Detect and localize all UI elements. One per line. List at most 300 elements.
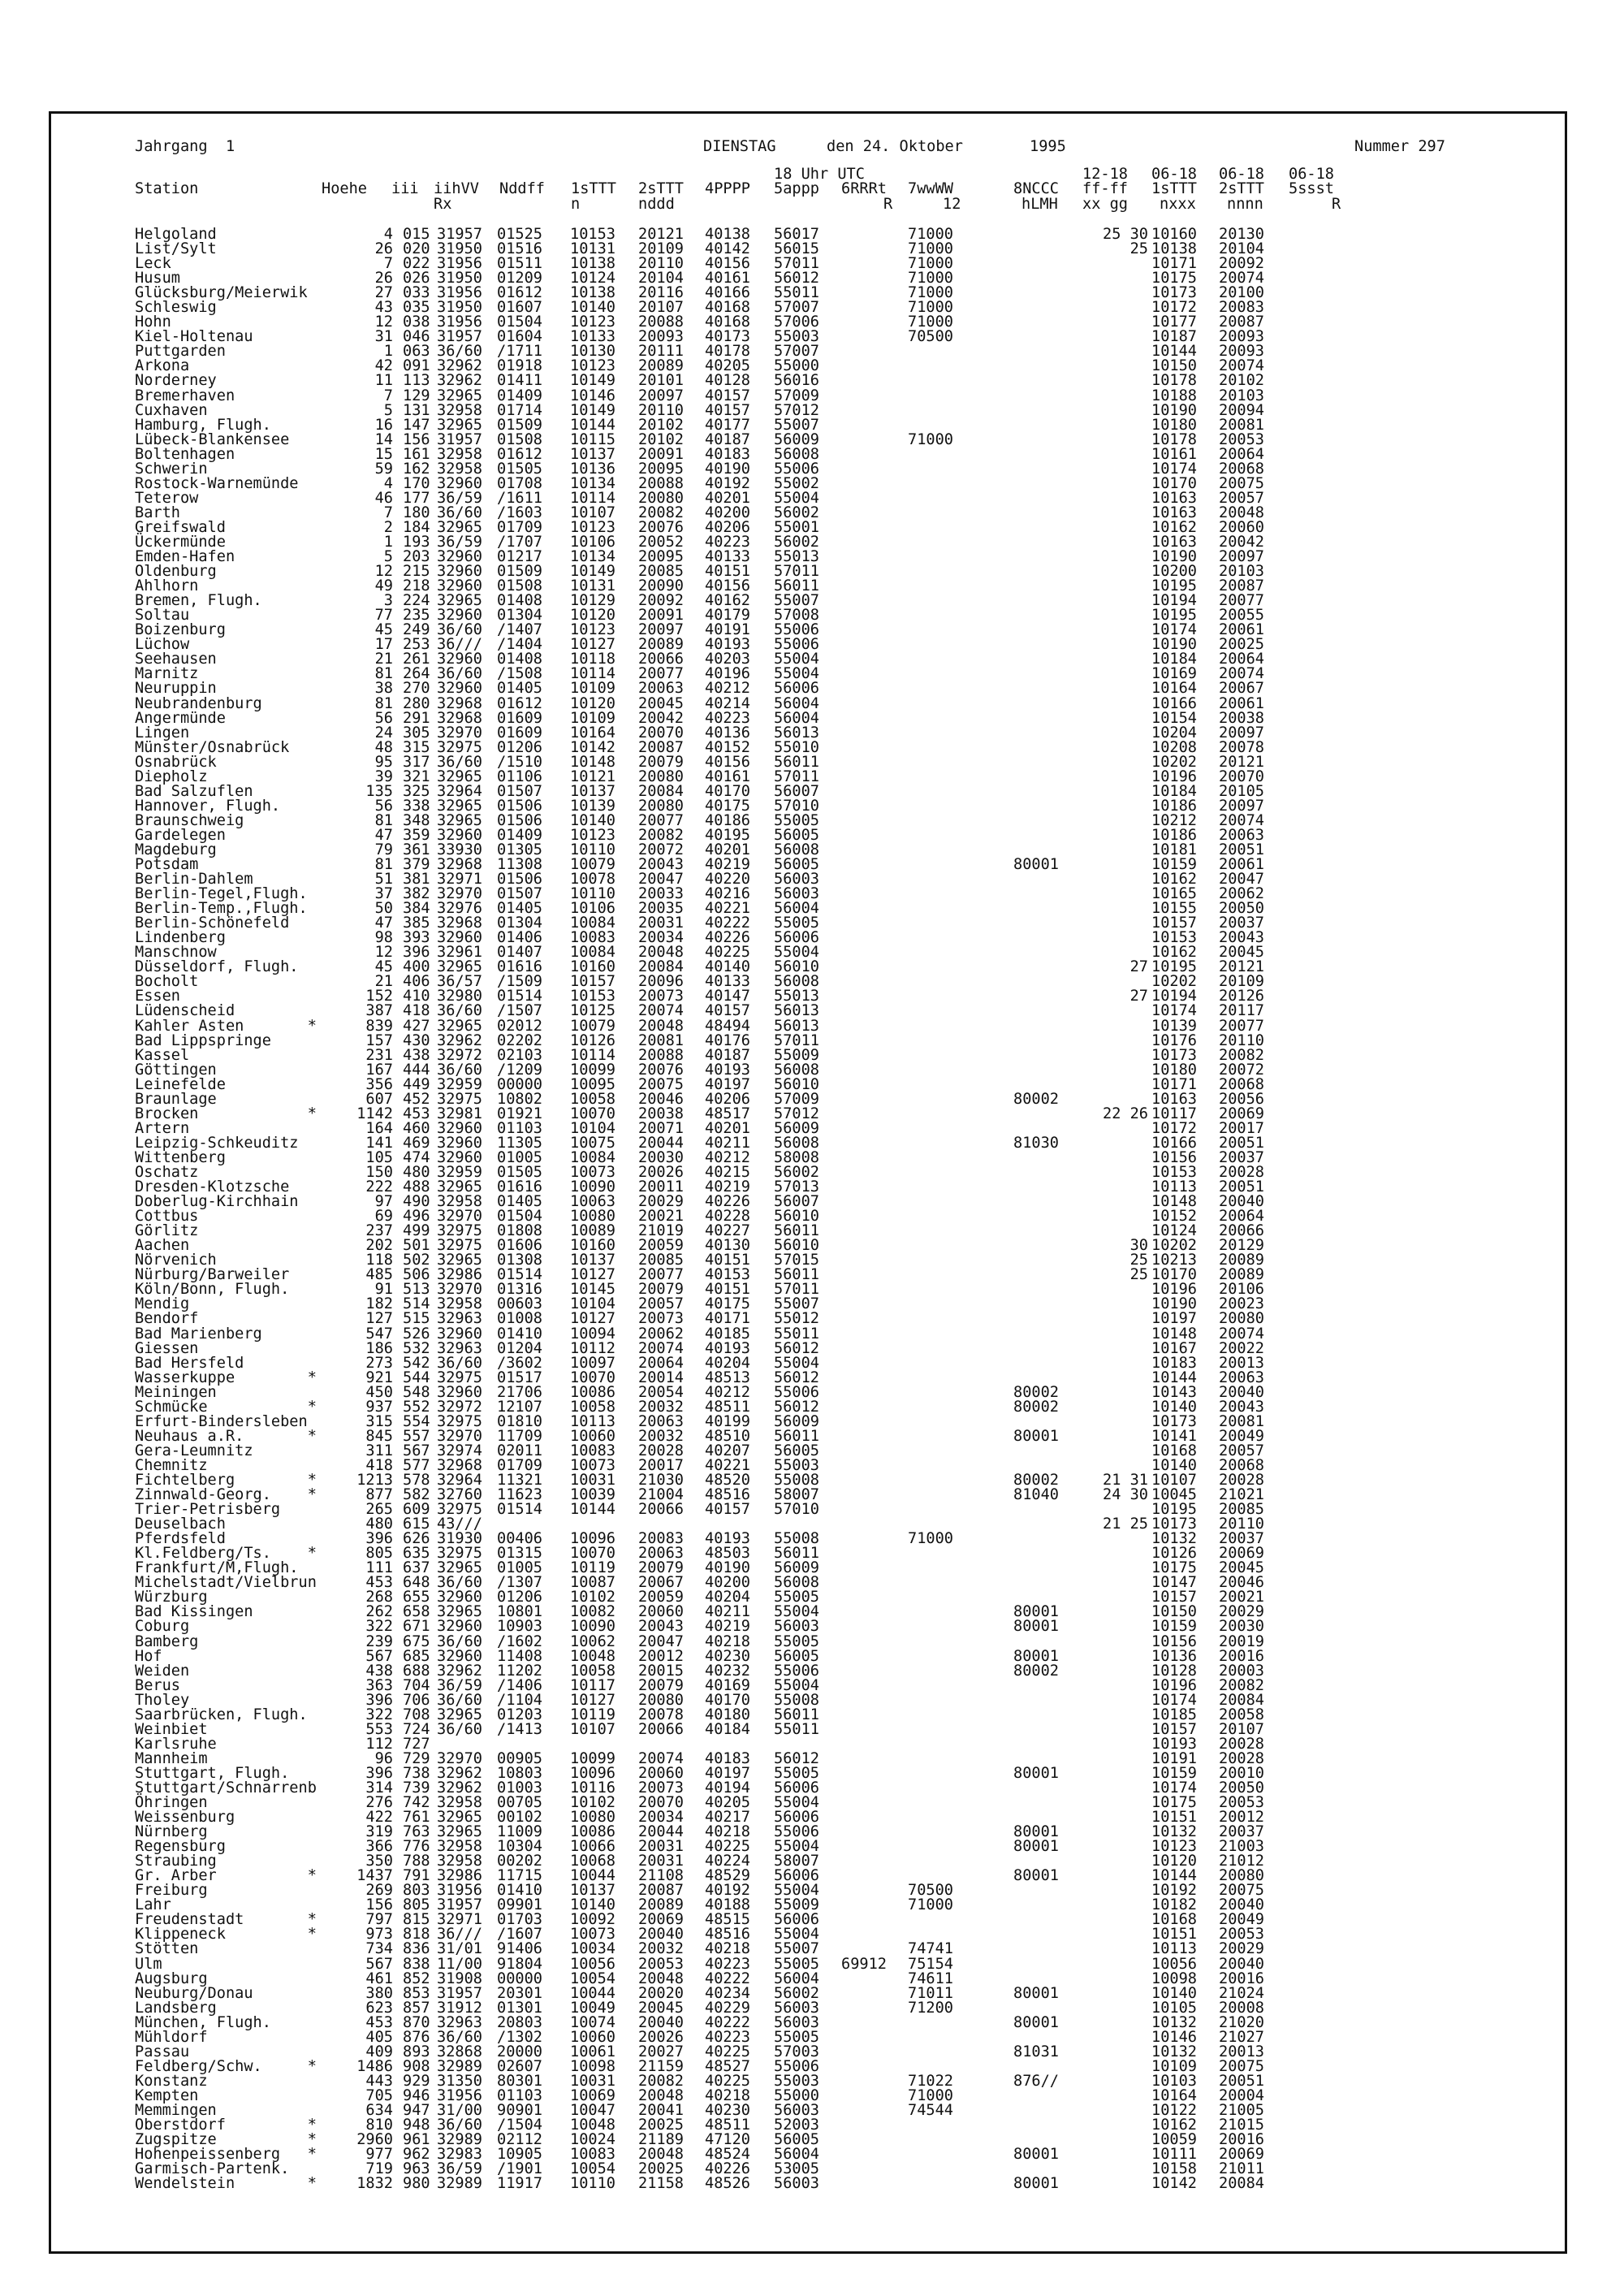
cell-nddff: 01517 <box>497 1369 542 1386</box>
cell-s1ttt: 10139 <box>570 797 615 815</box>
cell-iii: 708 <box>403 1706 430 1723</box>
cell-hoehe: 81 <box>374 811 393 829</box>
cell-p4ppp: 48529 <box>705 1867 750 1885</box>
cell-iihvv: 36/// <box>437 1926 482 1944</box>
cell-s2ttt: 20088 <box>638 474 684 492</box>
cell-t2: 20028 <box>1219 1735 1264 1753</box>
cell-s1ttt: 10164 <box>570 724 615 742</box>
cell-p4ppp: 40192 <box>705 474 750 492</box>
cell-t2: 20016 <box>1219 2131 1264 2149</box>
cell-t1: 10204 <box>1151 724 1197 742</box>
cell-iii: 962 <box>403 2146 430 2164</box>
cell-iii: 980 <box>403 2175 430 2193</box>
cell-nddff: 01008 <box>497 1310 542 1328</box>
cell-p4ppp: 40169 <box>705 1676 750 1694</box>
table-row <box>135 1165 1402 1180</box>
cell-t2: 20081 <box>1219 1412 1264 1430</box>
cell-iii: 548 <box>403 1383 430 1401</box>
cell-nddff: 20803 <box>497 2013 542 2031</box>
table-row <box>135 1810 1402 1825</box>
cell-iihvv: 32974 <box>437 1442 482 1459</box>
cell-hoehe: 135 <box>365 782 393 800</box>
table-row <box>135 1253 1402 1268</box>
cell-t1: 10178 <box>1151 372 1197 390</box>
cell-iii: 035 <box>403 299 430 317</box>
cell-hoehe: 48 <box>374 738 393 756</box>
cell-hoehe: 805 <box>365 1545 393 1563</box>
table-row <box>135 1708 1402 1723</box>
cell-p4ppp: 40153 <box>705 1266 750 1284</box>
cell-s2ttt: 20116 <box>638 284 684 302</box>
cell-p4ppp: 40224 <box>705 1853 750 1870</box>
cell-t2: 20070 <box>1219 767 1264 785</box>
col-7wwww: 7wwWW <box>908 180 953 197</box>
cell-hoehe: 47 <box>374 915 393 932</box>
cell-p4ppp: 40212 <box>705 1148 750 1166</box>
cell-p4ppp: 48524 <box>705 2146 750 2164</box>
cell-p4ppp: 40226 <box>705 1193 750 1211</box>
cell-hoehe: 50 <box>374 900 393 918</box>
cell-nddff: 11917 <box>497 2175 542 2193</box>
cell-s1ttt: 10097 <box>570 1354 615 1372</box>
cell-nddff: 01507 <box>497 782 542 800</box>
table-row <box>135 1517 1402 1532</box>
cell-station: Zinnwald-Georg. * <box>135 1486 317 1504</box>
cell-p4ppp: 40225 <box>705 1838 750 1856</box>
cell-t2: 20050 <box>1219 1779 1264 1797</box>
cell-t2: 20050 <box>1219 900 1264 918</box>
cell-hoehe: 1 <box>383 343 393 361</box>
cell-t2: 21011 <box>1219 2160 1264 2178</box>
cell-iii: 022 <box>403 255 430 273</box>
cell-p4ppp: 40230 <box>705 1647 750 1665</box>
cell-iihvv: 32960 <box>437 548 482 566</box>
cell-station: Helgoland <box>135 226 217 243</box>
cell-s1ttt: 10146 <box>570 387 615 404</box>
cell-s5appp: 56005 <box>774 1442 819 1459</box>
cell-station: Konstanz <box>135 2072 208 2090</box>
cell-station: Deuselbach <box>135 1516 226 1533</box>
cell-station: Brocken * <box>135 1105 317 1122</box>
cell-iihvv: 32960 <box>437 474 482 492</box>
cell-t2: 20069 <box>1219 1545 1264 1563</box>
cell-s2ttt: 20084 <box>638 958 684 976</box>
cell-hoehe: 1437 <box>356 1867 393 1885</box>
cell-s2ttt: 20044 <box>638 1134 684 1152</box>
cell-t2: 20107 <box>1219 1720 1264 1738</box>
cell-hoehe: 422 <box>365 1809 393 1827</box>
cell-p4ppp: 40223 <box>705 2028 750 2046</box>
cell-p4ppp: 40161 <box>705 270 750 288</box>
cell-p4ppp: 40147 <box>705 988 750 1005</box>
cell-t1: 10173 <box>1151 1516 1197 1533</box>
cell-s1ttt: 10073 <box>570 1164 615 1181</box>
cell-nddff: 11202 <box>497 1662 542 1680</box>
cell-iihvv: 32960 <box>437 1325 482 1343</box>
cell-hoehe: 51 <box>374 871 393 889</box>
cell-p4ppp: 40219 <box>705 856 750 874</box>
cell-iii: 453 <box>403 1105 430 1122</box>
cell-t2: 20087 <box>1219 313 1264 331</box>
cell-t1: 10139 <box>1151 1017 1197 1035</box>
cell-s1ttt: 10117 <box>570 1676 615 1694</box>
cell-s8nccc: 80002 <box>1013 1090 1059 1108</box>
cell-iihvv: 32975 <box>437 1222 482 1240</box>
cell-s5appp: 56004 <box>774 694 819 712</box>
cell-iii: 658 <box>403 1603 430 1621</box>
cell-s1ttt: 10140 <box>570 1896 615 1914</box>
table-row <box>135 1749 1402 1767</box>
cell-s5appp: 56002 <box>774 533 819 551</box>
cell-s8nccc: 80001 <box>1013 1618 1059 1636</box>
cell-iihvv: 32965 <box>437 416 482 434</box>
cell-s1ttt: 10031 <box>570 2072 615 2090</box>
cell-s1ttt: 10070 <box>570 1545 615 1563</box>
cell-nddff: 01304 <box>497 915 542 932</box>
cell-s2ttt: 20093 <box>638 328 684 346</box>
table-row <box>135 1400 1402 1415</box>
cell-s1ttt: 10149 <box>570 563 615 581</box>
col-station: Station <box>135 180 199 197</box>
table-row <box>135 1119 1402 1137</box>
cell-t2: 20016 <box>1219 1970 1264 1987</box>
cell-s2ttt: 20083 <box>638 1530 684 1548</box>
cell-t1: 10111 <box>1151 2146 1197 2164</box>
cell-iii: 488 <box>403 1178 430 1196</box>
station-table <box>135 227 1402 2191</box>
cell-t2: 21027 <box>1219 2028 1264 2046</box>
cell-s1ttt: 10083 <box>570 2146 615 2164</box>
cell-station: Berlin-Tegel,Flugh. <box>135 885 308 903</box>
table-row <box>135 474 1402 492</box>
table-row <box>135 2104 1402 2118</box>
cell-station: Bremen, Flugh. <box>135 592 262 610</box>
cell-s1ttt: 10098 <box>570 2057 615 2075</box>
cell-t1: 10184 <box>1151 782 1197 800</box>
cell-p4ppp: 40188 <box>705 1896 750 1914</box>
cell-t1: 10200 <box>1151 563 1197 581</box>
cell-hoehe: 607 <box>365 1090 393 1108</box>
cell-hoehe: 46 <box>374 489 393 507</box>
cell-iihvv: 32981 <box>437 1105 482 1122</box>
cell-s5appp: 56005 <box>774 826 819 844</box>
cell-iihvv: 31956 <box>437 284 482 302</box>
cell-iihvv: 11/00 <box>437 1955 482 1973</box>
cell-station: Passau <box>135 2043 190 2060</box>
cell-s2ttt: 20081 <box>638 1031 684 1049</box>
cell-s5appp: 56009 <box>774 1119 819 1137</box>
cell-t2: 20074 <box>1219 811 1264 829</box>
cell-s5appp: 56006 <box>774 1911 819 1929</box>
cell-nddff: 01316 <box>497 1281 542 1299</box>
cell-nddff: 10304 <box>497 1838 542 1856</box>
cell-iihvv: 31956 <box>437 255 482 273</box>
col-ff-sub: xx gg <box>1082 196 1128 213</box>
cell-iihvv: 32868 <box>437 2043 482 2060</box>
cell-t1: 10153 <box>1151 1164 1197 1181</box>
cell-t1: 10151 <box>1151 1926 1197 1944</box>
table-row <box>135 1590 1402 1605</box>
cell-s5appp: 55004 <box>774 1603 819 1621</box>
cell-s1ttt: 10124 <box>570 270 615 288</box>
cell-s5appp: 55005 <box>774 811 819 829</box>
cell-hoehe: 16 <box>374 416 393 434</box>
cell-nddff: 01609 <box>497 709 542 727</box>
table-row <box>135 1239 1402 1253</box>
cell-s2ttt: 20121 <box>638 226 684 243</box>
cell-iii: 359 <box>403 826 430 844</box>
cell-s1ttt: 10048 <box>570 1647 615 1665</box>
cell-p4ppp: 40176 <box>705 1031 750 1049</box>
table-row <box>135 2001 1402 2016</box>
cell-station: Lüchow <box>135 636 190 654</box>
cell-p4ppp: 40138 <box>705 226 750 243</box>
cell-station: Chemnitz <box>135 1456 208 1474</box>
cell-s1ttt: 10114 <box>570 665 615 683</box>
cell-ff: 21 31 <box>1103 1471 1148 1489</box>
table-row <box>135 1019 1402 1034</box>
cell-station: Oberstdorf * <box>135 2117 317 2134</box>
cell-s5appp: 56005 <box>774 856 819 874</box>
cell-s1ttt: 10044 <box>570 1984 615 2002</box>
cell-iihvv: 32965 <box>437 958 482 976</box>
cell-p4ppp: 40156 <box>705 255 750 273</box>
cell-t1: 10154 <box>1151 709 1197 727</box>
cell-t1: 10150 <box>1151 357 1197 375</box>
cell-iihvv: 32965 <box>437 767 482 785</box>
cell-s7www: 74544 <box>908 2102 953 2119</box>
cell-iihvv: 36/60 <box>437 1061 482 1079</box>
cell-nddff: 01921 <box>497 1105 542 1122</box>
cell-iihvv: 31957 <box>437 430 482 448</box>
cell-nddff: 01514 <box>497 1266 542 1284</box>
cell-s2ttt: 20072 <box>638 841 684 858</box>
cell-station: Potsdam <box>135 856 199 874</box>
cell-station: Neuruppin <box>135 680 217 698</box>
cell-s8nccc: 80002 <box>1013 1383 1059 1401</box>
cell-hoehe: 921 <box>365 1369 393 1386</box>
cell-s5appp: 55004 <box>774 1926 819 1944</box>
col-iihvv: iihVV <box>434 180 479 197</box>
cell-iii: 729 <box>403 1749 430 1767</box>
cell-iii: 836 <box>403 1940 430 1958</box>
cell-p4ppp: 40193 <box>705 1530 750 1548</box>
cell-s2ttt: 20076 <box>638 518 684 536</box>
cell-nddff: 01509 <box>497 563 542 581</box>
table-row <box>135 550 1402 564</box>
cell-s2ttt: 20077 <box>638 665 684 683</box>
cell-p4ppp: 40162 <box>705 592 750 610</box>
cell-s2ttt: 20088 <box>638 313 684 331</box>
cell-hoehe: 37 <box>374 885 393 903</box>
cell-s1ttt: 10056 <box>570 1955 615 1973</box>
table-row <box>135 1825 1402 1840</box>
cell-s5appp: 55006 <box>774 636 819 654</box>
date-label: den 24. Oktober <box>827 138 963 155</box>
cell-p4ppp: 40232 <box>705 1662 750 1680</box>
cell-iii: 438 <box>403 1046 430 1064</box>
cell-t1: 10159 <box>1151 1764 1197 1782</box>
cell-ff: 25 <box>1129 1252 1148 1269</box>
cell-s1ttt: 10080 <box>570 1208 615 1226</box>
cell-s7www: 71011 <box>908 1984 953 2002</box>
cell-station: Schleswig <box>135 299 217 317</box>
cell-nddff: 01204 <box>497 1339 542 1357</box>
cell-s7www: 71000 <box>908 1896 953 1914</box>
cell-s2ttt: 20033 <box>638 885 684 903</box>
cell-iihvv: 32971 <box>437 1911 482 1929</box>
table-row <box>135 491 1402 506</box>
cell-iii: 180 <box>403 504 430 521</box>
cell-iihvv: 31908 <box>437 1970 482 1987</box>
cell-nddff: 90901 <box>497 2102 542 2119</box>
cell-s5appp: 56003 <box>774 2175 819 2193</box>
cell-iii: 348 <box>403 811 430 829</box>
cell-s5appp: 57008 <box>774 607 819 625</box>
cell-s5appp: 56010 <box>774 1075 819 1093</box>
table-row <box>135 638 1402 652</box>
cell-s1ttt: 10062 <box>570 1632 615 1650</box>
cell-p4ppp: 40185 <box>705 1325 750 1343</box>
table-row <box>135 389 1402 404</box>
cell-hoehe: 363 <box>365 1676 393 1694</box>
cell-s5appp: 55011 <box>774 1720 819 1738</box>
cell-iii: 514 <box>403 1295 430 1313</box>
cell-s2ttt: 20020 <box>638 1984 684 2002</box>
cell-s5appp: 55004 <box>774 665 819 683</box>
cell-t2: 21021 <box>1219 1486 1264 1504</box>
cell-t1: 10157 <box>1151 1720 1197 1738</box>
cell-t1: 10122 <box>1151 2102 1197 2119</box>
cell-p4ppp: 40214 <box>705 694 750 712</box>
cell-nddff: 01308 <box>497 1252 542 1269</box>
cell-p4ppp: 40205 <box>705 1794 750 1812</box>
cell-nddff: /1602 <box>497 1632 542 1650</box>
cell-s8nccc: 80001 <box>1013 1764 1059 1782</box>
cell-iihvv: 32965 <box>437 1706 482 1723</box>
cell-iii: 876 <box>403 2028 430 2046</box>
cell-nddff: 11623 <box>497 1486 542 1504</box>
cell-hoehe: 268 <box>365 1589 393 1606</box>
cell-t2: 21003 <box>1219 1838 1264 1856</box>
cell-s1ttt: 10107 <box>570 504 615 521</box>
cell-p4ppp: 40218 <box>705 1940 750 1958</box>
cell-station: Frankfurt/M,Flugh. <box>135 1559 299 1577</box>
col-7wwww-sub: 12 <box>943 196 961 213</box>
cell-hoehe: 27 <box>374 284 393 302</box>
cell-t1: 10191 <box>1151 1749 1197 1767</box>
cell-s2ttt: 20048 <box>638 944 684 962</box>
cell-nddff: 02011 <box>497 1442 542 1459</box>
table-row <box>135 755 1402 770</box>
cell-t1: 10163 <box>1151 1090 1197 1108</box>
cell-s5appp: 56013 <box>774 1002 819 1020</box>
cell-iihvv: 36/59 <box>437 489 482 507</box>
cell-iii: 249 <box>403 621 430 639</box>
cell-p4ppp: 40218 <box>705 1632 750 1650</box>
cell-p4ppp: 40223 <box>705 1955 750 1973</box>
cell-nddff: 20000 <box>497 2043 542 2060</box>
cell-s5appp: 58007 <box>774 1486 819 1504</box>
cell-iihvv: 36/60 <box>437 1002 482 1020</box>
cell-p4ppp: 40193 <box>705 1339 750 1357</box>
cell-station: Pferdsfeld <box>135 1530 226 1548</box>
cell-p4ppp: 40157 <box>705 401 750 419</box>
cell-nddff: /1607 <box>497 1926 542 1944</box>
cell-t1: 10208 <box>1151 738 1197 756</box>
cell-s7www: 70500 <box>908 1882 953 1900</box>
cell-iihvv: 32970 <box>437 1427 482 1445</box>
cell-s1ttt: 10123 <box>570 621 615 639</box>
cell-nddff: 02607 <box>497 2057 542 2075</box>
cell-iii: 430 <box>403 1031 430 1049</box>
cell-station: Norderney <box>135 372 217 390</box>
cell-t1: 10174 <box>1151 621 1197 639</box>
cell-s5appp: 56004 <box>774 2146 819 2164</box>
cell-s8nccc: 80002 <box>1013 1662 1059 1680</box>
cell-t1: 10159 <box>1151 1618 1197 1636</box>
cell-p4ppp: 40175 <box>705 1295 750 1313</box>
cell-t1: 10173 <box>1151 1412 1197 1430</box>
cell-station: Öhringen <box>135 1794 208 1812</box>
table-row <box>135 902 1402 916</box>
cell-iii: 838 <box>403 1955 430 1973</box>
table-row <box>135 931 1402 945</box>
cell-station: Kl.Feldberg/Ts. * <box>135 1545 317 1563</box>
cell-hoehe: 461 <box>365 1970 393 1987</box>
cell-hoehe: 315 <box>365 1412 393 1430</box>
cell-iihvv: 36/60 <box>437 504 482 521</box>
cell-iii: 156 <box>403 430 430 448</box>
cell-p4ppp: 40156 <box>705 577 750 595</box>
table-row <box>135 2118 1402 2133</box>
cell-hoehe: 105 <box>365 1148 393 1166</box>
cell-iihvv: 32968 <box>437 694 482 712</box>
cell-s7www: 71000 <box>908 1530 953 1548</box>
cell-hoehe: 45 <box>374 621 393 639</box>
table-row <box>135 828 1402 843</box>
cell-iihvv: 32964 <box>437 782 482 800</box>
cell-nddff: 01301 <box>497 1999 542 2017</box>
table-row <box>135 344 1402 359</box>
table-row <box>135 1927 1402 1942</box>
table-row <box>135 726 1402 741</box>
cell-s7www: 71000 <box>908 299 953 317</box>
cell-t1: 10153 <box>1151 929 1197 947</box>
cell-iihvv: 32980 <box>437 988 482 1005</box>
cell-t1: 10117 <box>1151 1105 1197 1122</box>
cell-iihvv: 32960 <box>437 1134 482 1152</box>
cell-nddff: 11709 <box>497 1427 542 1445</box>
cell-nddff: 10905 <box>497 2146 542 2164</box>
cell-t2: 20069 <box>1219 1105 1264 1122</box>
table-row <box>135 1312 1402 1326</box>
cell-t1: 10157 <box>1151 915 1197 932</box>
cell-p4ppp: 40197 <box>705 1075 750 1093</box>
cell-p4ppp: 40219 <box>705 1618 750 1636</box>
cell-s5appp: 55001 <box>774 518 819 536</box>
cell-station: Mendig <box>135 1295 190 1313</box>
cell-hoehe: 273 <box>365 1354 393 1372</box>
cell-s1ttt: 10073 <box>570 1926 615 1944</box>
table-row <box>135 315 1402 330</box>
table-row <box>135 1136 1402 1151</box>
cell-t1: 10168 <box>1151 1442 1197 1459</box>
cell-iihvv: 36/59 <box>437 533 482 551</box>
cell-s7www: 71000 <box>908 284 953 302</box>
cell-s1ttt: 10134 <box>570 548 615 566</box>
cell-hoehe: 2 <box>383 518 393 536</box>
